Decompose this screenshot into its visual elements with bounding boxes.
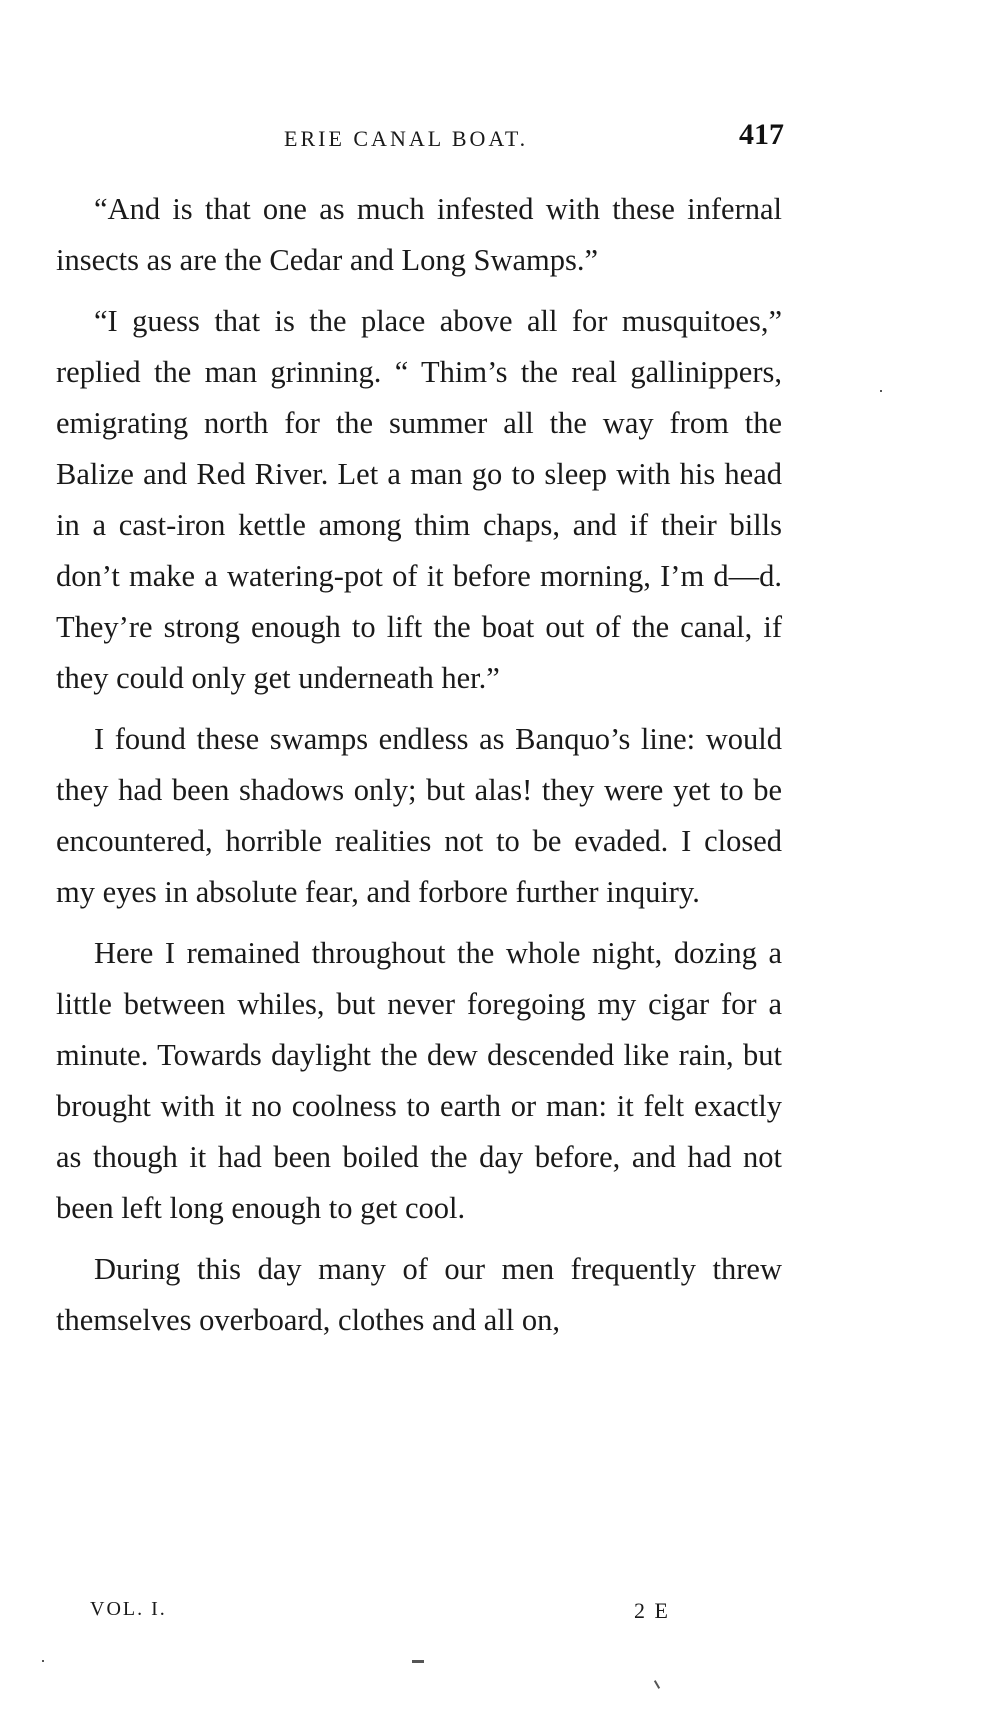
page-number: 417 bbox=[739, 118, 784, 151]
running-title: ERIE CANAL BOAT. bbox=[284, 126, 529, 151]
paragraph-2: “I guess that is the place above all for musquitoes,” replied the man grinning. “ Thim’s the real gallinippers, emigrating north for the summer all the way from the Balize and Red River. Let a man go to sleep with his head in a cast-iron kettle among thim chaps, and if their bills don’t make a watering-pot of it before morning, I’m d—d. They’re strong enough to lift the boat out of the canal, if they could only get underneath her.” bbox=[56, 304, 782, 695]
paragraph-5: During this day many of our men frequently threw themselves overboard, clothes and all on, bbox=[56, 1252, 782, 1337]
ink-speck bbox=[880, 390, 882, 392]
body-text bbox=[56, 184, 782, 1356]
page-footer bbox=[90, 1598, 730, 1628]
ink-speck bbox=[412, 1660, 424, 1663]
paragraph-3: I found these swamps endless as Banquo’s line: would they had been shadows only; but alas! they were yet to be encountered, horrible realities not to be evaded. I closed my eyes in absolute fear, and forbore further inquiry. bbox=[56, 722, 782, 909]
paragraph-4: Here I remained throughout the whole night, dozing a little between whiles, but never foregoing my cigar for a minute. Towards daylight the dew descended like rain, but brought with it no coolness to earth or man: it felt exactly as though it had been boiled the day before, and had not been left long enough to get cool. bbox=[56, 936, 782, 1225]
ink-speck bbox=[654, 1680, 660, 1689]
paragraph-1: “And is that one as much infested with these infernal insects as are the Cedar and Long Swamps.” bbox=[56, 192, 782, 277]
ink-speck bbox=[42, 1660, 44, 1662]
page-header bbox=[54, 118, 784, 158]
signature-mark: 2 E bbox=[634, 1598, 670, 1623]
volume-mark: VOL. I. bbox=[90, 1598, 167, 1620]
